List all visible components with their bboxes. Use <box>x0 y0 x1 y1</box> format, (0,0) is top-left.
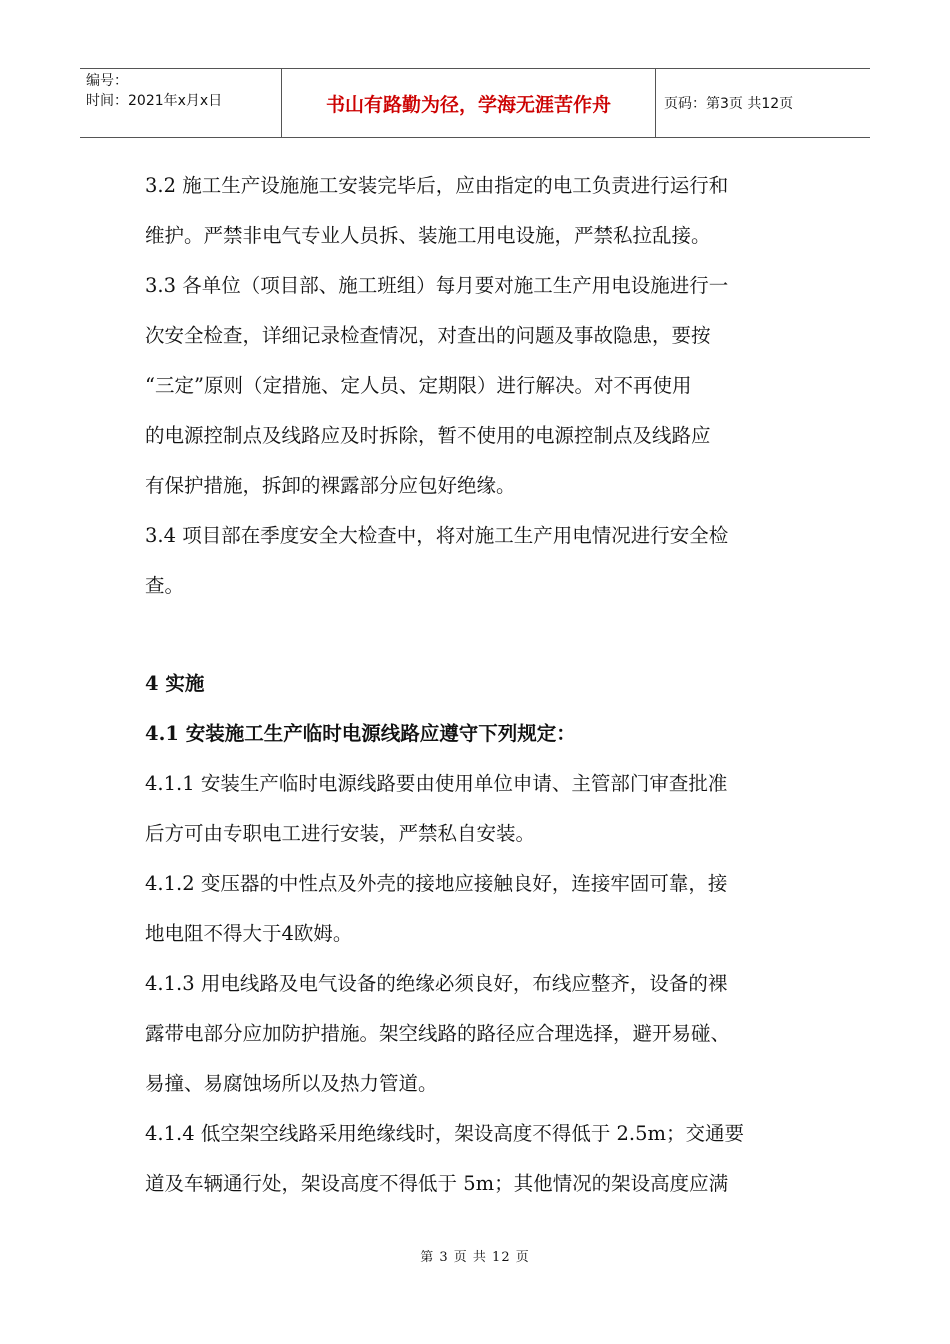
body-line: 查。 <box>145 574 185 597</box>
body-line: 地电阻不得大于4欧姆。 <box>145 922 353 945</box>
header-meta <box>80 69 282 137</box>
body-line: 4.1.3 用电线路及电气设备的绝缘必须良好，布线应整齐，设备的裸 <box>145 972 728 995</box>
body-line: 3.3 各单位（项目部、施工班组）每月要对施工生产用电设施进行一 <box>145 274 729 297</box>
body-line: 3.4 项目部在季度安全大检查中，将对施工生产用电情况进行安全检 <box>145 524 729 547</box>
page-header <box>80 68 870 138</box>
body-line: 的电源控制点及线路应及时拆除，暂不使用的电源控制点及线路应 <box>145 424 711 447</box>
body-line: 道及车辆通行处，架设高度不得低于 5m；其他情况的架设高度应满 <box>145 1172 729 1195</box>
body-line: 4.1.2 变压器的中性点及外壳的接地应接触良好，连接牢固可靠，接 <box>145 872 728 895</box>
document-number-label: 编号： <box>86 73 128 89</box>
body-line: 有保护措施，拆卸的裸露部分应包好绝缘。 <box>145 474 516 497</box>
body-line: 后方可由专职电工进行安装，严禁私自安装。 <box>145 822 536 845</box>
subsection-heading: 4.1 安装施工生产临时电源线路应遵守下列规定： <box>145 722 576 745</box>
body-line: 4.1.1 安装生产临时电源线路要由使用单位申请、主管部门审查批准 <box>145 772 728 795</box>
body-line: “三定”原则（定措施、定人员、定期限）进行解决。对不再使用 <box>145 374 692 397</box>
body-line: 3.2 施工生产设施施工安装完毕后，应由指定的电工负责进行运行和 <box>145 174 729 197</box>
body-line: 次安全检查，详细记录检查情况，对查出的问题及事故隐患，要按 <box>145 324 711 347</box>
body-line: 露带电部分应加防护措施。架空线路的路径应合理选择，避开易碰、 <box>145 1022 731 1045</box>
document-date: 时间：2021年x月x日 <box>86 93 223 109</box>
body-line: 易撞、易腐蚀场所以及热力管道。 <box>145 1072 438 1095</box>
page-footer: 第 3 页 共 12 页 <box>420 1250 530 1265</box>
header-motto: 书山有路勤为径，学海无涯苦作舟 <box>282 69 656 137</box>
section-heading: 4 实施 <box>145 672 205 695</box>
body-line: 4.1.4 低空架空线路采用绝缘线时，架设高度不得低于 2.5m；交通要 <box>145 1122 745 1145</box>
header-page-info: 页码：第3页 共12页 <box>664 96 794 112</box>
document-body <box>145 161 825 1209</box>
body-line: 维护。严禁非电气专业人员拆、装施工用电设施，严禁私拉乱接。 <box>145 224 711 247</box>
